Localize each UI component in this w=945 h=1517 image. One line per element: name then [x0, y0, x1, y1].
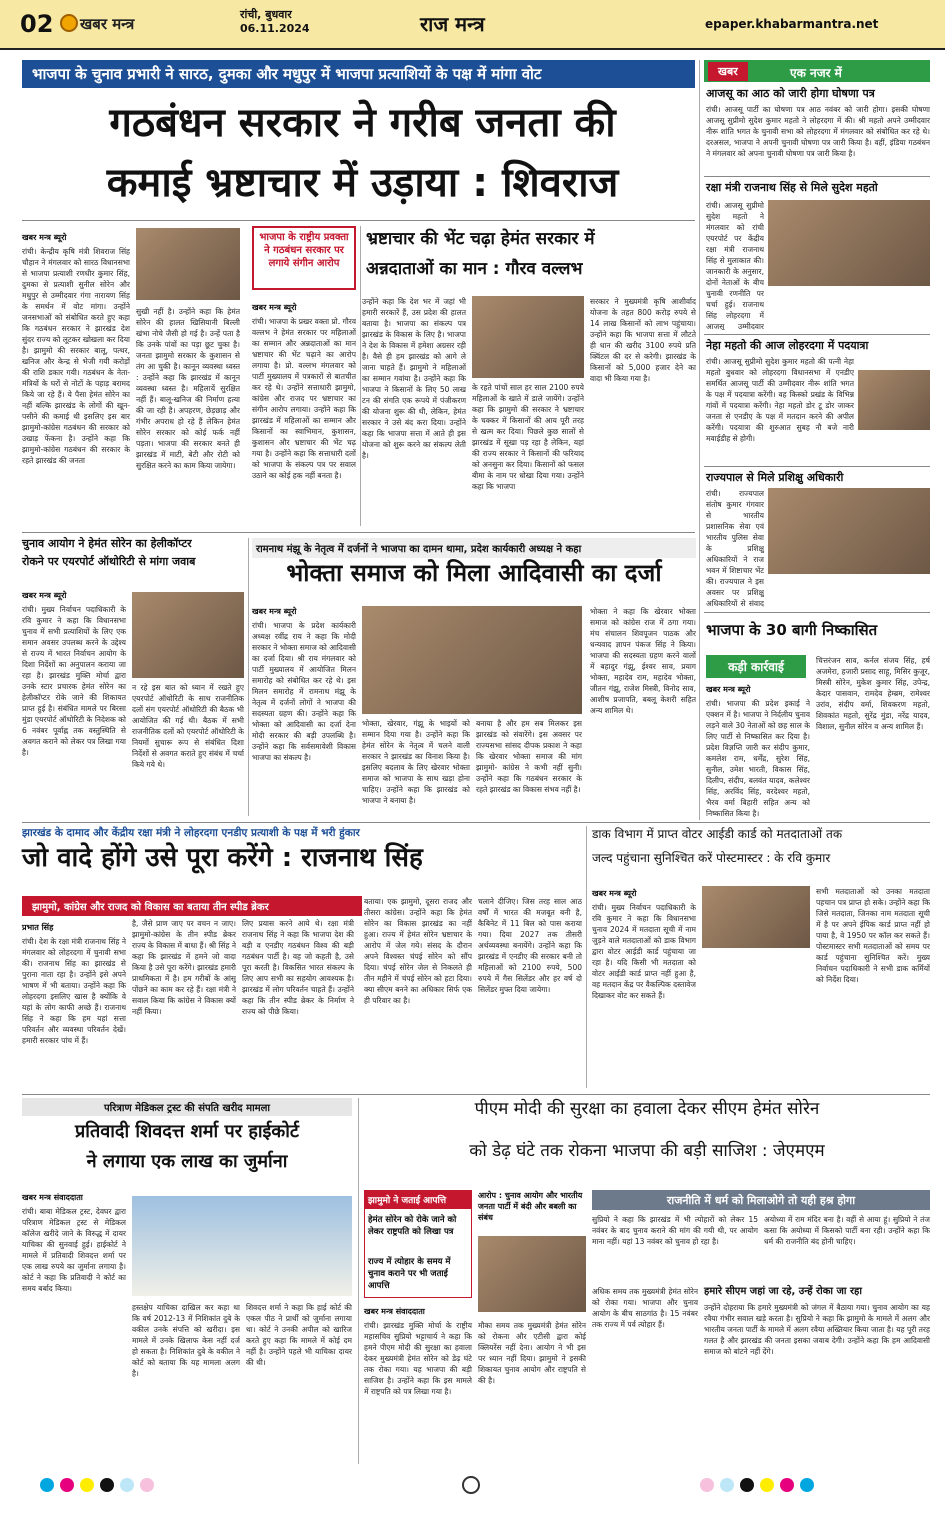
news3-body: रांची। आजसू सुप्रीमो सुदेश कुमार महतो की पत्नी नेहा महतो बुधवार को लोहरदगा विधानसभा में एनडीए समर्थित आजसू पार्टी की उम्मीदवार नीरू शांति भगत के पक्ष में पदयात्रा करेंगी। वह किस्को प्रखंड के विभिन्न गांवों में पदयात्रा करेंगी। नेहा महतो डोर टू डोर जाकर जनता से एनडीए के पक्ष में मतदान करने की अपील करेंगी। पदयात्रा की शुरुआत सुबह नौ बजे नारी मवाईडीह से होगी। — [706, 357, 854, 443]
post-byline: खबर मन्त्र ब्यूरो — [592, 889, 637, 898]
color-registration-left — [40, 1478, 154, 1492]
page-number: 02 — [20, 10, 54, 38]
rajnath-byline: प्रभात सिंह — [22, 923, 54, 932]
news1-body: रांची। आजसू पार्टी का घोषणा पत्र आठ नवंबर को जारी होगा। इसकी घोषणा आजसू सुप्रीमो सुदेश कुमार महतो ने लोहरदगा में की। श्री महतो अपने उम्मीदवार नीरू शांति भगत के चुनावी सभा को लोहरदगा में मंगलवार को संबोधित कर रहे थे। दरअसल, भाजपा ने अपनी चुनावी घोषणा पत्र जारी किया है। वहीं, इंडिया गठबंधन ने मंगलवार को अपना चुनावी घोषणा पत्र जारी किया है। — [706, 105, 930, 158]
bhokta-group-photo — [362, 606, 582, 714]
red-callout: भाजपा के राष्ट्रीय प्रवक्ता ने गठबंधन सरकार पर लगाये संगीन आरोप — [252, 226, 356, 290]
dateline — [240, 8, 310, 36]
shivdatt-title-line2: ने लगाया एक लाख का जुर्माना — [86, 1151, 288, 1172]
issue-date: 06.11.2024 — [240, 22, 310, 35]
rajnath-kicker: झारखंड के दामाद और केंद्रीय रक्षा मंत्री ने लोहरदगा एनडीए प्रत्याशी के पक्ष में भरी हुंकार — [22, 827, 360, 839]
neha-photo — [858, 370, 930, 430]
news4-title: राज्यपाल से मिले प्रशिक्षु अधिकारी — [706, 471, 844, 484]
jmm-sub-body: उन्होंने दोहराया कि हमारे मुख्यमंत्री को जंगल में बैठाया गया। चुनाव आयोग का यह रवैया गंभीर सवाल खड़े करता है। सुप्रियो ने कहा कि झामुमो के मामले में अलग और भारतीय जनता पार्टी के मामले में अलग रवैया अख्तियार किया जाता है। यह पूरी तरह गलत है और झारखंड की जनता इसका जवाब देगी। उन्होंने कहा कि हम आदिवासी समाज को बांटने नहीं देंगे। — [704, 1303, 930, 1356]
news2-title: रक्षा मंत्री राजनाथ सिंह से मिले सुदेश महतो — [706, 181, 878, 194]
rajnath-body-col3: लिए प्रयास करने आये थे। रक्षा मंत्री राजनाथ सिंह ने कहा कि भाजपा देश की बड़ी व एनडीए गठबंधन विश्व की बड़ी गठबंधन पार्टी है। वह जो कहती है, उसे पूरा करती है। विकसित भारत संकल्प के लिए आप सभी का सहयोग आवश्यक है। झारखंड में लोग परिवर्तन चाहते हैं। उन्होंने कहा कि तीन स्पीड ब्रेकर के निर्माण ने राज्य को पीछे किया। — [242, 919, 354, 1016]
gaurav-title-line1: भ्रष्टाचार की भेंट चढ़ा हेमंत सरकार में — [366, 229, 595, 249]
heli-body-col2: न रहे इस बात को ध्यान में रखते हुए एयरपोर्ट ऑथोरिटी के साथ राजनीतिक दलों संग एयरपोर्ट ऑथोरिटी की बैठक भी आयोजित की गई थी। बैठक में सभी राजनीतिक दलों को एयरपोर्ट ऑथोरिटी के नियमों सुचारू रूप से संबंधित दिशा निर्देशों से अवगत कराते हुए संबंध में चर्चा किये गये थे। — [132, 683, 244, 769]
bhokta-kicker: रामनाथ मंझू के नेतृत्व में दर्जनों ने भाजपा का दामन थामा, प्रदेश कार्यकारी अध्यक्ष ने कहा — [252, 538, 696, 558]
lead-body-col1: रांची। केन्द्रीय कृषि मंत्री शिवराज सिंह चौहान ने मंगलवार को सारठ विधानसभा से भाजपा प्रत्याशी रणधीर कुमार सिंह, दुमका से प्रत्याशी सुनील सोरेन और मधुपुर से उम्मीदवार गंगा नारायण सिंह के समर्थन में वोट मांगा। उन्होंने जनसभाओं को संबोधित करते हुए कहा कि गठबंधन सरकार ने झारखंड देश सुंदर राज्य को लूटकर खोखला कर दिया है। झामुमो की सरकार बालू, पत्थर, खनिज और केन्द्र से भेजी गयी करोड़ों की राशि डकार गयी। गठबंधन के नेता-मंत्रियों के घरों से नोटों के पहाड़ बरामद किये जा रहे हैं। ये पैसा हेमंत सोरेन का नहीं बल्कि झारखंड के लोगों की खून-पसीने की कमाई थी इसलिए इस बार झामुमो-कांग्रेस गठबंधन की सरकार को उखाड़ फेंकना है। उन्होंने कहा कि झामुमो-कांग्रेस गठबंधन की सरकार के रहते झारखंड की जनता — [22, 247, 130, 465]
post-body-col2: सभी मतदाताओं को उनका मतदाता पहचान पत्र प्राप्त हो सके। उन्होंने कहा कि जिसे मतदाता, जिनका नाम मतदाता सूची में है पर अपने ईपिक कार्ड प्राप्त नहीं हो पाया है, वे 1950 पर कॉल कर सकते हैं। पोस्टमास्टर सभी मतदाताओं को समय पर कार्ड पहुंचाना सुनिश्चित करें। मुख्य निर्वाचन पदाधिकारी ने सभी डाक कर्मियों को निर्देश दिया। — [816, 887, 930, 984]
place-day: रांची, बुधवार — [240, 8, 292, 21]
gaurav-body-col2: उन्होंने कहा कि देश भर में जहां भी हमारी सरकारें हैं, उस प्रदेश की हालत बताया है। भाजपा का संकल्प पत्र झारखंड के विकास के लिए है। भाजपा ने देश के विकास में हमेशा अग्रसर रही है। वैसे ही हम झारखंड को आगे ले जाना चाहते हैं। झामुमो ने महिलाओं का सम्मान गवांया है। उन्होंने कहा कि भाजपा ने किसानों के लिए 50 लाख टन की संगति एक रूपये में पंजीकरण की योजना शुरू की थी, लेकिन, हेमंत सरकार ने उसे बंद करा दिया। उन्होंने कहा कि भाजपा सत्ता में आते ही इस योजना को शुरू करने का संकल्प लेती है। — [362, 297, 466, 460]
jmm-bullet-1: हेमंत सोरेन को रोके जाने को लेकर राष्ट्रपति को लिखा पत्र — [368, 1215, 457, 1237]
rajnath-red-band: झामुमो, कांग्रेस और राजद को विकास का बताया तीन स्पीड ब्रेकर — [22, 896, 362, 916]
rajnath-body-col1: रांची। देश के रक्षा मंत्री राजनाथ सिंह ने मंगलवार को लोहरदगा में चुनावी सभा की। राजनाथ सिंह का झारखंड से पुराना नाता रहा है। उन्होंने इसे अपने भाषण में भी बताया। उन्होंने कहा कि लोहरदगा इसलिए खास है क्योंकि वे यहां के लोग काफी अच्छे हैं। राजनाथ सिंह ने कहा कि हम यहां सत्ता परिवर्तन और व्यवस्था परिवर्तन देखें। हमारी सरकार पांच में हैं। — [22, 937, 126, 1045]
news2-body: रांची। आजसू सुप्रीमो सुदेश महतो ने मंगलवार को रांची एयरपोर्ट पर केंद्रीय रक्षा मंत्री राजनाथ सिंह से मुलाकात की। जानकारी के अनुसार, दोनों नेताओं के बीच चुनावी रणनीति पर चर्चा हुई। राजनाथ सिंह लोहरदगा में आजसू उम्मीदवार — [706, 201, 764, 330]
gaurav-body-col3: के रहते पांचों साल हर साल 2100 रुपये महिलाओं के खाते में डाले जायेंगे। उन्होंने कहा कि झामुमो की सरकार ने भ्रष्टाचार के चक्कर में किसानों की आय पूरी तरह से खत्म कर दिया। पिछले कुछ सालों से झारखंड में सूखा पड़ रहा है लेकिन, यहां की राज्य सरकार ने किसानों की फरियाद को अनसुना कर दिया। किसानों को फसल बीमा के नाम पर धोखा दिया गया। उन्होंने कहा कि भाजपा — [472, 383, 584, 491]
gaurav-body-col4: सरकार ने मुख्यमंत्री कृषि आशीर्वाद योजना के तहत 800 करोड़ रुपये से 14 लाख किसानों को लाभ पहुंचाया। उन्होंने कहा कि भाजपा सत्ता में लौटते ही धान की खरीद 3100 रुपये प्रति क्विंटल की दर से करेगी। झारखंड के किसानों को 5,000 हजार देने का वादा भी किया गया है। — [590, 297, 696, 383]
heli-title-line2: रोकने पर एयरपोर्ट ऑथोरिटी से मांगा जवाब — [22, 555, 196, 568]
news5-body2: चित्तरंजन साव, कर्नल संजय सिंह, हर्ष अजमेरा, हजारी प्रसाद साहू, मिसिर कुजूर, मिस्त्री सोरेन, मुकेश कुमार सिंह, उपेन्द्र, केदार पासवान, रामदेव हेम्ब्रम, रामेश्वर उरांव, संदीप वर्मा, शिवकरण महतो, शिवकांत महतो, सुरेंद्र मुंडा, नरेंद्र यादव, विशाल, सुनील सोरेन व अन्य शामिल हैं। — [816, 656, 930, 731]
rajnath-body-col5: चलाने दीजिए। जिस तरह साल आठ वर्षों में भारत की मजबूत बनी है, कैबिनेट में 11 बिल को पास कराया गया। दिया 2027 तक तीसरी अर्थव्यवस्था बनायेंगे। उन्होंने कहा कि झारखंड में एनडीए की सरकार बनी तो महिलाओं को 2100 रुपये, 500 रुपये में गैस सिलेंडर और हर वर्ष दो सिलेंडर मुफ्त दिया जायेगा। — [478, 897, 582, 994]
gaurav-photo — [472, 296, 584, 378]
religion-band: राजनीति में धर्म को मिलाओगे तो यही हश्र होगा — [592, 1190, 930, 1210]
hemant-photo — [132, 592, 244, 678]
rajnath-body-col4: बताया। एक झामुमो, दूसरा राजद और तीसरा कांग्रेस। उन्होंने कहा कि हेमंत सोरेन का विकास झारखंड का नहीं हुआ। राज्य में हेमंत सोरेन भ्रष्टाचार के आरोप में जेल गये। संसद के दौरान अपने विश्वस्त चंपई सोरेन को सौंप दिया। चंपई सोरेन जेल से निकलते ही तीन महीने में चंपई सोरेन को हटा दिया। क्या सीएम बनने का अधिकार सिर्फ एक ही परिवार का है। — [364, 897, 472, 1005]
heli-byline: खबर मन्त्र ब्यूरो — [22, 591, 67, 600]
bhokta-title: भोक्ता समाज को मिला आदिवासी का दर्जा — [286, 559, 662, 587]
shivdatt-kicker: परित्राण मेडिकल ट्रस्ट की संपति खरीद मामला — [22, 1098, 352, 1116]
jmm-title-line1: पीएम मोदी की सुरक्षा का हवाला देकर सीएम हेमंत सोरेन — [474, 1099, 820, 1119]
shivdatt-title-line1: प्रतिवादी शिवदत्त शर्मा पर हाईकोर्ट — [75, 1121, 299, 1142]
news5-byline: खबर मन्त्र ब्यूरो — [706, 685, 751, 694]
news1-title: आजसू का आठ को जारी होगा घोषणा पत्र — [706, 87, 875, 100]
news3-title: नेहा महतो की आज लोहरदगा में पदयात्रा — [706, 339, 869, 352]
religion-body-col2: अयोध्या में राम मंदिर बना है। वहीं से आया हूं। सुप्रियो ने तंज कसा कि अयोध्या में किसको पार्टी बना रही। उन्होंने कहा कि धर्म की राजनीति बंद होनी चाहिए। — [764, 1215, 930, 1246]
shivraj-photo — [136, 228, 240, 300]
lead-body-col2: सुखी नहीं है। उन्होंने कहा कि हेमंत सोरेन की हालत खिसियानी बिल्ली खंभा नोचे जैसी हो गई है। उन्हें पता है कि उनके पांवों का पड़ा छूट चुका है। जनता झामुमो सरकार के कुशासन से तंग आ चुकी है। कानून व्यवस्था ध्वस्त : उन्होंने कहा कि झारखंड में कानून व्यवस्था ध्वस्त है। महिलायें सुरक्षित नहीं हैं। बालू-खनिज की निर्माण हत्या की जा रही है। अपहरण, छेड़छाड़ और गंभीर अपराध हो रहे हैं लेकिन हेमंत सोरेन सरकार को कोई फर्क नहीं पड़ता। भाजपा की सरकार बनते ही झारखंड में माटी, बेटी और रोटी को सुरक्षित करने का काम किया जायेगा। — [136, 307, 240, 470]
shivdatt-body-col3: शिवदत्त शर्मा ने कहा कि हाई कोर्ट की एकल पीठ ने प्रार्थी को जुर्माना लगाया था। कोर्ट ने उनकी अपील को खारिज करते हुए कहा कि मामले में कोई दम नहीं है। उन्होंने पहले भी याचिका दायर की थी। — [246, 1303, 352, 1367]
shivdatt-body-col2: हस्तक्षेप याचिका दाखिल कर कहा था कि वर्ष 2012-13 में निशिकांत दुबे के वकील उनके संपत्ति को खरीदा। इस मामले में उनके खिलाफ केस नहीं दर्ज हो सकता है। निशिकांत दुबे के वकील ने कोर्ट को बताया कि यह मामला अलग है। — [132, 1303, 240, 1378]
jmm-body-col1: रांची। झारखंड मुक्ति मोर्चा के राष्ट्रीय महासचिव सुप्रियो भट्टाचार्य ने कहा कि हमने पीएम मोदी की सुरक्षा का हवाला देकर मुख्यमंत्री हेमंत सोरेन को डेढ़ घंटे तक रोका गया। यह भाजपा की बड़ी साजिश है। उन्होंने कहा कि इस मामले में राष्ट्रपति को पत्र लिखा गया है। — [364, 1321, 472, 1396]
jmm-subtitle: हमारे सीएम जहां जा रहे, उन्हें रोका जा रहा — [704, 1286, 862, 1297]
gaurav-body-col1: रांची। भाजपा के प्रखर वक्ता प्रो. गौरव वल्लभ ने हेमंत सरकार पर महिलाओं का सम्मान और अन्नदाताओं का मान भ्रष्टाचार की भेंट चढ़ाने का आरोप लगाया है। प्रो. वल्लभ मंगलवार को पार्टी मुख्यालय में पत्रकारों से बातचीत कर रहे थे। उन्होंने सत्ताधारी झामुमो, कांग्रेस और राजद पर भ्रष्टाचार का संगीन आरोप लगाया। उन्होंने कहा कि झारखंड में महिलाओं का सम्मान और किसानों का स्वाभिमान, कुशासन, कुशासन और भ्रष्टाचार की भेंट चढ़ गया है। उन्होंने कहा कि सत्ताधारी दलों को भाजपा के संकल्प पत्र पर सवाल उठाने का कोई हक नहीं बनता है। — [252, 317, 356, 480]
bhokta-byline: खबर मन्त्र ब्यूरो — [252, 607, 297, 616]
gaurav-title-line2: अन्नदाताओं का मान : गौरव वल्लभ — [366, 259, 583, 279]
lead-kicker: भाजपा के चुनाव प्रभारी ने सारठ, दुमका और मधुपुर में भाजपा प्रत्याशियों के पक्ष में मांगा वोट — [22, 60, 695, 88]
epaper-link[interactable]: epaper.khabarmantra.net — [705, 17, 879, 31]
section-title: राज मन्त्र — [420, 12, 485, 36]
crosshair-icon — [462, 1476, 480, 1494]
rajnath-title: जो वादे होंगे उसे पूरा करेंगे : राजनाथ सिंह — [22, 843, 423, 873]
lead-title-line1: गठबंधन सरकार ने गरीब जनता की — [109, 100, 616, 146]
hospital-photo — [132, 1196, 352, 1296]
supriyo-photo — [478, 1236, 586, 1312]
shivdatt-body-col1: रांची। बाबा मेडिकल ट्रस्ट, देवघर द्वारा परित्राण मेडिकल ट्रस्ट से मेडिकल कॉलेज खरीदे जाने के विरुद्ध में दायर याचिका की सुनवाई हुई। हाईकोर्ट ने मामले में प्रतिवादी शिवदत्त शर्मा पर एक लाख रुपये का जुर्माना लगाया है। कोर्ट ने कहा कि प्रतिवादी ने कोर्ट का समय बर्बाद किया। — [22, 1207, 126, 1293]
heli-body-col1: रांची। मुख्य निर्वाचन पदाधिकारी के रवि कुमार ने कहा कि विधानसभा चुनाव में सभी प्रत्याशियों के लिए एक समान अवसर उपलब्ध करने के उद्देश्य से राज्य में भारत निर्वाचन आयोग के दिशा निर्देशों का अनुपालन कराया जा रहा है। झारखंड मुक्ति मोर्चा द्वारा उनके स्टार प्रचारक हेमंत सोरेन का हेलीकॉप्टर रोके जाने की शिकायत प्राप्त हुई है। संबंधित मामले पर बिरसा मुंडा एयरपोर्ट ऑथोरिटी के निदेशक को 6 नवंबर पूर्वाह्न तक वस्तुस्थिति से अवगत कराने को लेकर पत्र लिखा गया है। — [22, 605, 126, 757]
brand-name: खबर मन्त्र — [80, 15, 135, 33]
post-title-line1: डाक विभाग में प्राप्त वोटर आईडी कार्ड को मतदाताओं तक — [592, 827, 843, 841]
jmm-body-col2: मौका समय तक मुख्यमंत्री हेमंत सोरेन को रोकना और एटीसी द्वारा कोई क्लियरेंस नहीं देना। आयोग ने भी इस पर ध्यान नहीं दिया। झामुमो ने इसकी शिकायत चुनाव आयोग और राष्ट्रपति से की है। — [478, 1321, 586, 1385]
brand-logo-icon — [60, 14, 78, 32]
news5-tag: कड़ी कार्रवाई — [706, 655, 806, 678]
jmm-allegation-head: आरोप : चुनाव आयोग और भारतीय जनता पार्टी में बंदी और बबली का संबंध — [478, 1191, 583, 1222]
bhokta-body-col1: रांची। भाजपा के प्रदेश कार्यकारी अध्यक्ष रवींद्र राय ने कहा कि मोदी सरकार ने भोक्ता समाज को आदिवासी का दर्जा दिया। श्री राय मंगलवार को पार्टी मुख्यालय में आयोजित मिलन समारोह को संबोधित कर रहे थे। इस मिलन समारोह में रामनाथ मंझू के नेतृत्व में दर्जनों लोगों ने भाजपा की सदस्यता ग्रहण की। उन्होंने कहा कि भोक्ता को आदिवासी का दर्जा देना मोदी सरकार की बड़ी उपलब्धि है। उन्होंने कहा कि सर्वसमावेशी विकास भाजपा का संकल्प है। — [252, 621, 356, 762]
gaurav-byline: खबर मन्त्र ब्यूरो — [252, 303, 297, 312]
color-registration-right — [700, 1478, 814, 1492]
heli-title-line1: चुनाव आयोग ने हेमंत सोरेन का हेलीकॉप्टर — [22, 537, 192, 550]
post-title-line2: जल्द पहुंचाना सुनिश्चित करें पोस्टमास्टर : के रवि कुमार — [592, 851, 831, 865]
news5-body: रांची। भाजपा की प्रदेश इकाई ने एक्शन में है। भाजपा ने निर्दलीय चुनाव लड़ने वाले 30 नेताओं को छह साल के लिए पार्टी से निष्कासित कर दिया है। प्रदेश विज्ञप्ति जारी कर संदीप कुमार, कमलेश राम, धर्मेंद्र, सुरेश सिंह, सुनील, उमेश भारती, विकास सिंह, दिलीप, संदीप, बलवंत यादव, कलेश्वर सिंह, अरविंद सिंह, वरदेश्वर महतो, भैरव वर्मा बिहारी सहित अन्य को निष्कासित किया है। — [706, 699, 810, 818]
shivdatt-byline: खबर मन्त्र संवाददाता — [22, 1193, 83, 1202]
bhokta-body-col4: भोक्ता ने कहा कि खेरवार भोक्ता समाज को कांग्रेस राज में ठगा गया। मंच संचालन शिवपूजन पाठक और धन्यवाद ज्ञापन पंकज सिंह ने किया। भाजपा की सदस्यता ग्रहण करने वालों में बहादुर गंझू, ईश्वर साव, प्रयाग भोक्ता, महादेव राम, महादेव भोक्ता, जीतन गंझू, राजेश मिस्त्री, विनोद साव, आशीष प्रजापति, बबलू केशरी सहित अन्य शामिल थे। — [590, 607, 696, 715]
jmm-bullet-2: राज्य में त्योहार के समय में चुनाव कराने पर भी जताई आपत्ति — [368, 1257, 451, 1291]
right-header-title: एक नजर में — [790, 66, 842, 80]
jmm-title-line2: को डेढ़ घंटे तक रोकना भाजपा की बड़ी साजिश : जेएमएम — [469, 1141, 825, 1161]
jmm-byline: खबर मन्त्र संवाददाता — [364, 1307, 425, 1316]
ravi-kumar-photo — [702, 886, 810, 948]
rajnath-body-col2: है, जैसे प्राण जाए पर वचन न जाए। झामुमो-कांग्रेस के तीन स्पीड ब्रेकर राज्य के विकास में बाधा हैं। श्री सिंह ने कहा कि झारखंड में हमने जो वादा किया है उसे पूरा करेंगे। झारखंड हमारी प्राथमिकता में है। हम गरीबों के आंसू पोंछने का काम कर रहे हैं। रक्षा मंत्री ने सवाल किया कि कांग्रेस ने विकास क्यों नहीं किया। — [132, 919, 236, 1016]
governor-photo — [768, 488, 930, 574]
news5-title: भाजपा के 30 बागी निष्कासित — [706, 621, 878, 639]
lead-title-line2: कमाई भ्रष्टाचार में उड़ाया : शिवराज — [106, 160, 619, 206]
religion-body-col1: सुप्रियो ने कहा कि झारखंड में भी त्योहारों को लेकर 15 नवंबर के बाद चुनाव कराने की मांग की गयी थी, पर आयोग माना नहीं। यहां 13 नवंबर को चुनाव हो रहा है। — [592, 1215, 758, 1246]
jmm-aro-body: अधिक समय तक मुख्यमंत्री हेमंत सोरेन को रोका गया। भाजपा और चुनाव आयोग के बीच साठगांठ है। 15 नवंबर तक राज्य में पर्व त्योहार हैं। — [592, 1287, 698, 1329]
news4-body: रांची। राज्यपाल संतोष कुमार गंगवार से भारतीय प्रशासनिक सेवा एवं भारतीय पुलिस सेवा के प्रशिक्षु अधिकारियों ने राज भवन में शिष्टाचार भेंट की। राज्यपाल ने इस अवसर पर प्रशिक्षु अधिकारियों से संवाद — [706, 489, 764, 608]
bhokta-body-col3: बनाया है और हम सब मिलकर इस झारखंड को संवारेंगे। इस अवसर पर राज्यसभा सांसद दीपक प्रकाश ने कहा कि खेरवार भोक्ता समाज की मांग झामुमो- कांग्रेस ने कभी नहीं सुनी। उन्होंने कहा कि गठबंधन सरकार के रहते झारखंड का विकास संभव नहीं है। — [476, 719, 582, 794]
post-body-col1: रांची। मुख्य निर्वाचन पदाधिकारी के रवि कुमार ने कहा कि विधानसभा चुनाव 2024 में मतदाता सूची में नाम जुड़ने वाले मतदाताओं को डाक विभाग द्वारा वोटर आईडी कार्ड पहुंचाया जा रहा है। यदि किसी भी मतदाता को वोटर आईडी कार्ड प्राप्त नहीं हुआ है, वह मतदान केंद्र पर वैकल्पिक दस्तावेज दिखाकर वोट कर सकते हैं। — [592, 903, 696, 1000]
right-header-tag: खबर — [708, 62, 748, 81]
lead-byline: खबर मन्त्र ब्यूरो — [22, 233, 67, 242]
bhokta-body-col2: भोक्ता, खेरवार, गंझू के भाइयों को सम्मान दिया गया है। उन्होंने कहा कि हेमंत सोरेन के नेतृत्व में चलने वाली सरकार ने झारखंड का विनाश किया है। इसलिए बदलाव के लिए खेरवार भोक्ता समाज को भाजपा के साथ खड़ा होना चाहिए। उन्होंने कहा कि झारखंड को भाजपा ने बनाया है। — [362, 719, 470, 805]
rajnath-sudesh-photo — [768, 200, 930, 286]
jmm-box-head: झामुमो ने जताई आपत्ति — [364, 1190, 472, 1209]
